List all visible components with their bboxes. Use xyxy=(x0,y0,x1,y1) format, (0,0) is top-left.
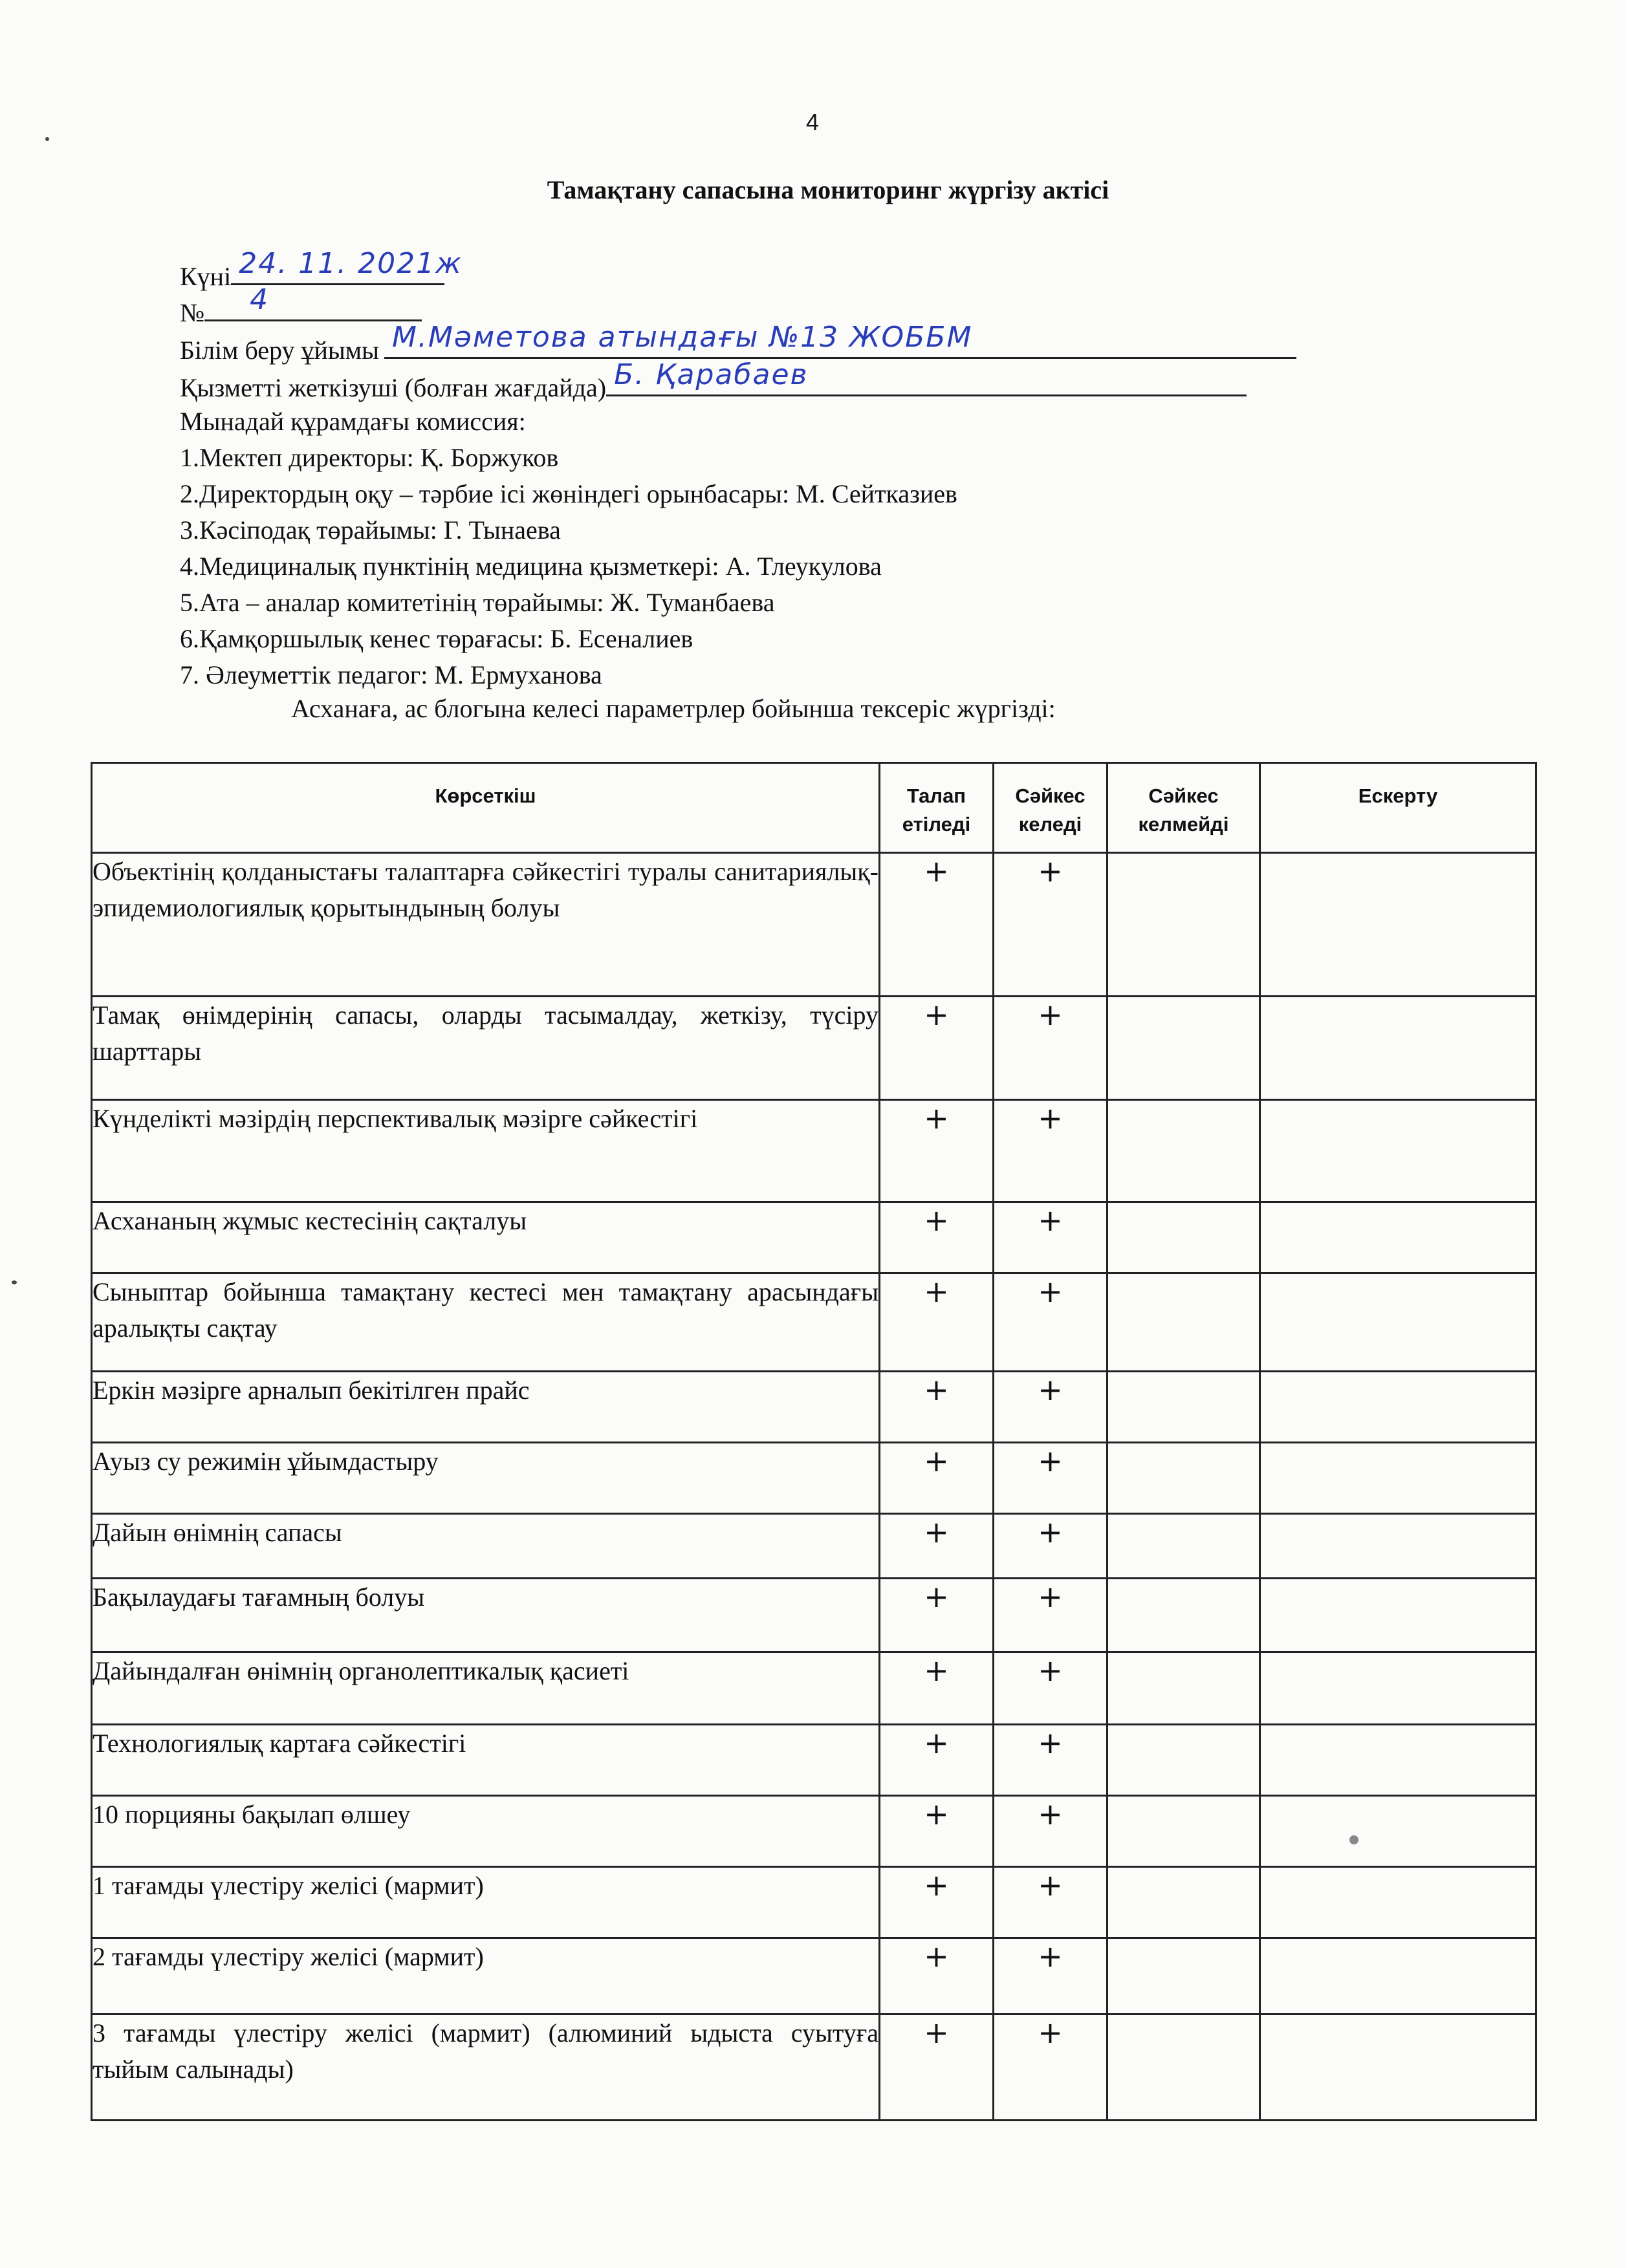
row-noncompliant-mark xyxy=(1107,1652,1260,1725)
row-noncompliant-mark xyxy=(1107,1273,1260,1372)
table-row xyxy=(92,1443,1536,1514)
table-row xyxy=(92,1273,1536,1372)
row-noncompliant-mark xyxy=(1107,1938,1260,2014)
date-value: 24. 11. 2021ж xyxy=(239,247,463,280)
row-note xyxy=(1260,1273,1536,1372)
row-noncompliant-mark xyxy=(1107,1372,1260,1443)
row-compliant-mark: + xyxy=(994,1938,1107,2014)
row-noncompliant-mark xyxy=(1107,997,1260,1100)
row-indicator: Дайындалған өнімнің органолептикалық қасиеті xyxy=(92,1652,880,1725)
number-line xyxy=(204,283,422,321)
row-compliant-mark: + xyxy=(994,1273,1107,1372)
row-note xyxy=(1260,2014,1536,2121)
table-row xyxy=(92,1202,1536,1273)
table-row xyxy=(92,2014,1536,2121)
commission-label: Мынадай құрамдағы комиссия: xyxy=(180,407,526,436)
commission-member: 6.Қамқоршылық кенес төрағасы: Б. Есеналиев xyxy=(180,624,693,653)
row-required-mark: + xyxy=(880,1273,994,1372)
row-indicator: Технологиялық картаға сәйкестігі xyxy=(92,1725,880,1796)
row-compliant-mark: + xyxy=(994,1443,1107,1514)
commission-member: 5.Ата – аналар комитетінің төрайымы: Ж. Туманбаева xyxy=(180,588,775,617)
table-row xyxy=(92,1579,1536,1652)
number-label: № xyxy=(180,298,205,327)
row-required-mark: + xyxy=(880,997,994,1100)
supplier-value: Б. Қарабаев xyxy=(614,358,809,391)
row-indicator: Объектінің қолданыстағы талаптарға сәйкестігі туралы санитариялық-эпидемиологиялық қорытындының болуы xyxy=(92,853,880,997)
table-row xyxy=(92,1652,1536,1725)
table-row xyxy=(92,1796,1536,1867)
row-note xyxy=(1260,853,1536,997)
organization-label: Білім беру ұйымы xyxy=(180,336,379,365)
table-row xyxy=(92,1100,1536,1202)
row-required-mark: + xyxy=(880,1938,994,2014)
row-required-mark: + xyxy=(880,853,994,997)
row-compliant-mark: + xyxy=(994,1652,1107,1725)
commission-member: 7. Әлеуметтік педагог: М. Ермуханова xyxy=(180,660,602,689)
row-required-mark: + xyxy=(880,1443,994,1514)
row-note xyxy=(1260,1202,1536,1273)
row-indicator: 10 порцияны бақылап өлшеу xyxy=(92,1796,880,1867)
row-indicator: 2 тағамды үлестіру желісі (мармит) xyxy=(92,1938,880,2014)
row-compliant-mark: + xyxy=(994,1796,1107,1867)
supplier-field xyxy=(180,358,1247,406)
row-required-mark: + xyxy=(880,1796,994,1867)
row-note xyxy=(1260,1372,1536,1443)
table-row xyxy=(92,997,1536,1100)
commission-member: 4.Медициналық пунктінің медицина қызметкері: А. Тлеукулова xyxy=(180,552,882,581)
scan-speck xyxy=(45,137,49,141)
date-field xyxy=(180,247,463,295)
scan-speck xyxy=(12,1280,17,1284)
row-required-mark: + xyxy=(880,1867,994,1938)
row-noncompliant-mark xyxy=(1107,2014,1260,2121)
row-note xyxy=(1260,1725,1536,1796)
table-row xyxy=(92,1938,1536,2014)
commission-member: 1.Мектеп директоры: Қ. Боржуков xyxy=(180,443,559,472)
row-compliant-mark: + xyxy=(994,853,1107,997)
row-noncompliant-mark xyxy=(1107,1796,1260,1867)
row-indicator: Сыныптар бойынша тамақтану кестесі мен тамақтану арасындағы аралықты сақтау xyxy=(92,1273,880,1372)
row-indicator: 1 тағамды үлестіру желісі (мармит) xyxy=(92,1867,880,1938)
row-compliant-mark: + xyxy=(994,997,1107,1100)
row-noncompliant-mark xyxy=(1107,1514,1260,1579)
row-noncompliant-mark xyxy=(1107,1867,1260,1938)
monitoring-table xyxy=(91,762,1537,2121)
organization-line xyxy=(384,321,1296,359)
date-label: Күні xyxy=(180,262,232,291)
document-title: Тамақтану сапасына мониторинг жүргізу актісі xyxy=(547,175,1109,204)
row-noncompliant-mark xyxy=(1107,1202,1260,1273)
row-compliant-mark: + xyxy=(994,2014,1107,2121)
row-noncompliant-mark xyxy=(1107,853,1260,997)
table-row xyxy=(92,853,1536,997)
row-note xyxy=(1260,1100,1536,1202)
row-required-mark: + xyxy=(880,1725,994,1796)
row-indicator: Асхананың жұмыс кестесінің сақталуы xyxy=(92,1202,880,1273)
supplier-line xyxy=(606,358,1247,396)
row-indicator: Тамақ өнімдерінің сапасы, оларды тасымалдау, жеткізу, түсіру шарттары xyxy=(92,997,880,1100)
row-compliant-mark: + xyxy=(994,1514,1107,1579)
header-compliant: Сәйкес келеді xyxy=(994,763,1107,853)
table-row xyxy=(92,1867,1536,1938)
row-noncompliant-mark xyxy=(1107,1100,1260,1202)
row-note xyxy=(1260,1514,1536,1579)
page-number: 4 xyxy=(805,109,820,135)
table-row xyxy=(92,1514,1536,1579)
row-compliant-mark: + xyxy=(994,1725,1107,1796)
date-line xyxy=(231,247,463,285)
row-required-mark: + xyxy=(880,1514,994,1579)
row-note xyxy=(1260,1652,1536,1725)
row-required-mark: + xyxy=(880,1202,994,1273)
row-noncompliant-mark xyxy=(1107,1579,1260,1652)
table-row xyxy=(92,1372,1536,1443)
organization-value: М.Мәметова атындағы №13 ЖОББМ xyxy=(392,321,973,354)
row-required-mark: + xyxy=(880,1100,994,1202)
row-indicator: Күнделікті мәзірдің перспективалық мәзірге сәйкестігі xyxy=(92,1100,880,1202)
row-indicator: Еркін мәзірге арналып бекітілген прайс xyxy=(92,1372,880,1443)
header-note: Ескерту xyxy=(1260,763,1536,853)
row-noncompliant-mark xyxy=(1107,1443,1260,1514)
commission-member: 3.Кәсіподақ төрайымы: Г. Тынаева xyxy=(180,515,561,545)
row-required-mark: + xyxy=(880,1372,994,1443)
row-indicator: Бақылаудағы тағамның болуы xyxy=(92,1579,880,1652)
table-header-row xyxy=(92,763,1536,853)
row-compliant-mark: + xyxy=(994,1579,1107,1652)
number-field xyxy=(180,283,422,331)
row-note xyxy=(1260,1938,1536,2014)
row-compliant-mark: + xyxy=(994,1372,1107,1443)
header-required: Талап етіледі xyxy=(880,763,994,853)
row-compliant-mark: + xyxy=(994,1100,1107,1202)
row-indicator: Дайын өнімнің сапасы xyxy=(92,1514,880,1579)
row-required-mark: + xyxy=(880,2014,994,2121)
row-noncompliant-mark xyxy=(1107,1725,1260,1796)
row-note xyxy=(1260,997,1536,1100)
inspection-intro: Асханаға, ас блогына келесі параметрлер бойынша тексеріс жүргізді: xyxy=(291,694,1056,723)
row-note xyxy=(1260,1443,1536,1514)
row-note xyxy=(1260,1867,1536,1938)
row-note xyxy=(1260,1579,1536,1652)
supplier-label: Қызметті жеткізуші (болған жағдайда) xyxy=(180,373,607,402)
header-indicator: Көрсеткіш xyxy=(92,763,880,853)
number-value: 4 xyxy=(250,283,270,316)
row-compliant-mark: + xyxy=(994,1202,1107,1273)
row-compliant-mark: + xyxy=(994,1867,1107,1938)
table-row xyxy=(92,1725,1536,1796)
row-note xyxy=(1260,1796,1536,1867)
row-required-mark: + xyxy=(880,1652,994,1725)
row-indicator: 3 тағамды үлестіру желісі (мармит) (алюминий ыдыста суытуға тыйым салынады) xyxy=(92,2014,880,2121)
header-noncompliant: Сәйкес келмейді xyxy=(1107,763,1260,853)
row-indicator: Ауыз су режимін ұйымдастыру xyxy=(92,1443,880,1514)
scan-speck xyxy=(1349,1835,1358,1844)
commission-member: 2.Директордың оқу – тәрбие ісі жөніндегі орынбасары: М. Сейтказиев xyxy=(180,479,957,508)
row-required-mark: + xyxy=(880,1579,994,1652)
